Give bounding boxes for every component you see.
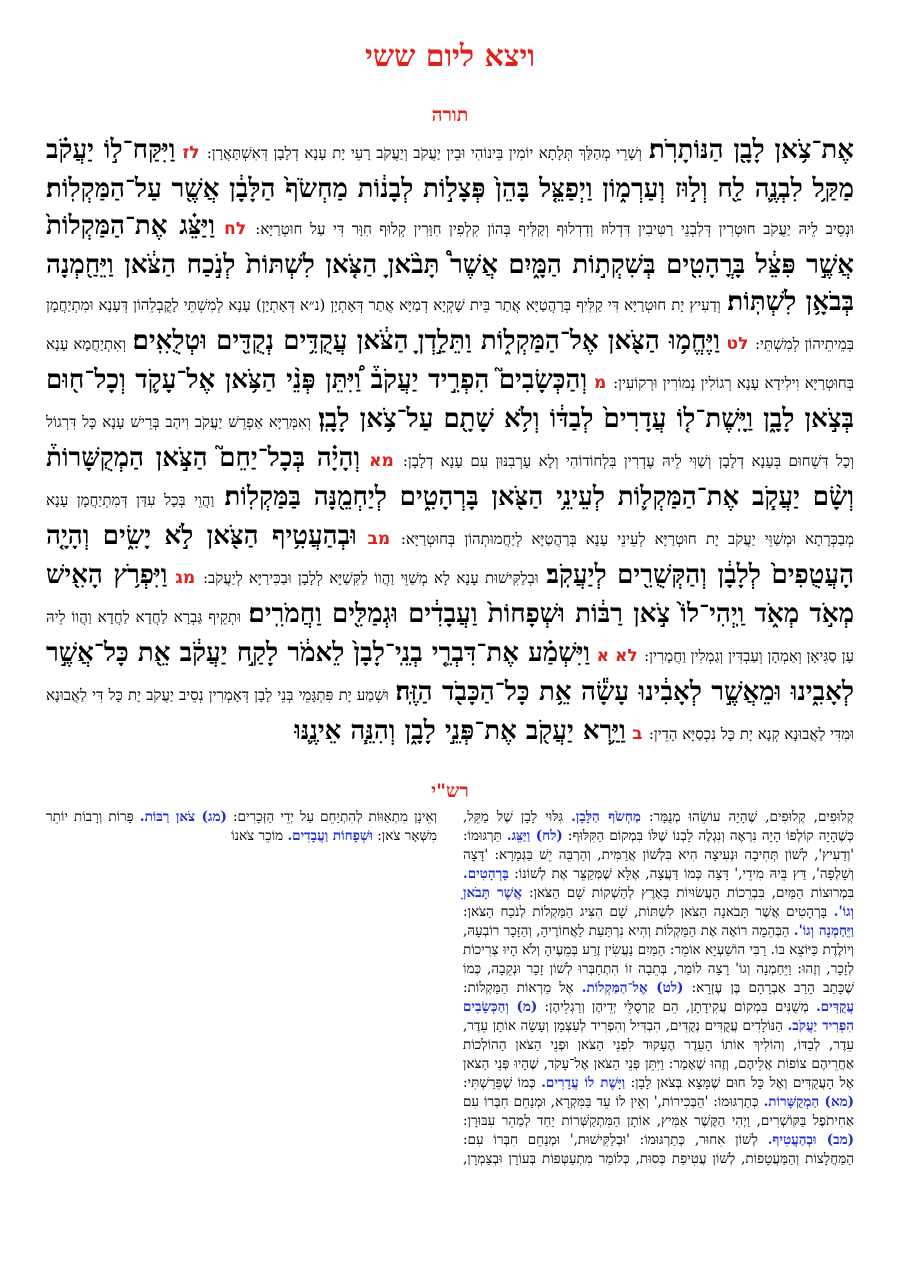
verse-number: ב (632, 724, 643, 744)
torah-verse: אֶת־צֹ֥אן לָבָ֖ן הַנּוֹתָרֹֽת׃ (649, 135, 854, 165)
rashi-dibur-hamatchil: (מ) וְהַכְּשָׂבִים הִפְרִיד יַעֲקֹב. (463, 999, 854, 1034)
torah-verse: וְהַכְּשָׂבִים֮ הִפְרִ֣יד יַעֲקֹב֒ וַ֠יִּתֵּן פְּנֵ֨י הַצֹּ֥אן אֶל־עָקֹ֛ד וְכָל־ח֖וּם בְּצֹ֣אן לָבָ֑ן וַיָּֽשֶׁת־ל֤וֹ עֲדָרִים֙ לְבַדּ֔וֹ וְלֹ֥א שָׁתָ֖ם עַל־צֹ֥אן לָבָֽן׃ (46, 365, 854, 434)
rashi-dibur-hamatchil: עֲקֻדִּים. (815, 999, 854, 1015)
verse-number: מא (369, 451, 394, 471)
rashi-dibur-hamatchil: וַיֵּחַמְנָה וְגוֹ'. (793, 923, 854, 939)
rashi-comment: פָּרוֹת וְרָבוֹת יוֹתֵר מִשְּׁאָר צֹאן: (46, 809, 437, 844)
rashi-comment: בִּמְרוּצוֹת הַמַּיִם, בִּבְרֵכוֹת הָעֲשׂוּיוֹת בָּאָרֶץ לְהַשְׁקוֹת שָׁם הַצֹּאן: (528, 885, 854, 901)
onkelos-translation: וַהֲוֵי בְּכָל עִדַּן דְּמִתְיַחֲמָן עָנָא מְבַכְּרָתָא וּמְשַׁוֵּי יַעֲקֹב יָת חוּטְרַיָּא לְעֵינֵי עָנָא בְּרַהֲטַיָּא לְיַחֲמוּתְהוֹן בְּחוּטְרַיָּא: (46, 491, 854, 548)
torah-verse: וַיִּקַּח־ל֣וֹ יַעֲקֹ֗ב מַקַּ֥ל לִבְנֶ֛ה לַ֖ח וְל֣וּז וְעַרְמ֑וֹן וַיְפַצֵּ֤ל בָּהֵן֙ פְּצָל֣וֹת לְבָנ֔וֹת מַחְשֹׂף֙ הַלָּבָ֔ן אֲשֶׁ֖ר עַל־הַמַּקְלֽוֹת׃ (46, 135, 854, 204)
onkelos-translation: וּתְקֵיף גַּבְרָא לַחֲדָא לַחֲדָא וַהֲווֹ לֵיהּ עָן סַגִּיאָן וְאַמְהָן וְעַבְדִּין וְגַמְלִין וַחֲמָרִין: (46, 608, 854, 665)
rashi-comment: מְשֻׁנִּים בִּמְקוֹם עֲקִידָתָן, הֵם קַרְסֻלֵּי יְדֵיהֶן וְרַגְלֵיהֶן: (544, 999, 809, 1015)
onkelos-translation: וּבְלַקִּישׁוּת עָנָא לָא מְשַׁוֵּי וַהֲווֹ לַקִּשַׁיָּא לְלָבָן וּבַכִּירַיָּא לְיַעֲקֹב: (202, 569, 539, 587)
verse-number: מ (593, 373, 607, 393)
torah-text (46, 132, 854, 764)
rashi-dibur-hamatchil: (מב) וּבְהַעֲטִיף. (767, 1132, 854, 1148)
rashi-comment: קְלוּפִים, קְלוּפִים, שֶׁהָיָה עוֹשֵׂהוּ מְנֻמָּר: (648, 809, 854, 825)
rashi-comment: כְּתַרְגּוּמוֹ: 'הַבְּכִירוֹת,' וְאֵין לוֹ עֵד בַּמִּקְרָא, וּמְנַחֵם חִבְּרוֹ עִם אַחִיתֹפֶל בַּקּוֹשְׁרִים, וַיְהִי הַקֶּשֶׁר אַמִּיץ, אוֹתָן הַמִּתְקַשְּׁרוֹת יַחַד לְמַהֵר עִבּוּרָן: (463, 1094, 854, 1129)
rashi-dibur-hamatchil: (לח) וַיַּצֵּג. (506, 828, 563, 844)
rashi-dibur-hamatchil: בָּרְהָטִים. (463, 866, 509, 882)
onkelos-translation: וְאִתְיַחֲמָא עָנָא בְּחוּטְרַיָּא וִילִידָא עָנָא רְגוֹלִין נְמוֹרִין וּרְקוֹעִין: (46, 335, 854, 392)
onkelos-translation: וְאִמְּרַיָּא אַפְרֵשׁ יַעֲקֹב וִיהַב בְּרֵישׁ עָנָא כָּל דִּרְגוֹל וְכָל דִּשְׁחוּם בְּעָנָא דְלָבָן וְשַׁוִּי לֵיהּ עֶדְרִין בִּלְחוֹדוֹהִי וְלָא עָרְבִנּוּן עִם עָנָא דְלָבָן: (46, 413, 854, 470)
verse-number: לא א (596, 646, 638, 666)
rashi-dibur-hamatchil: אֲשֶׁר תָּבֹאןָ וְגוֹ'. (463, 885, 854, 920)
rashi-comment: אֶל מַרְאוֹת הַמַּקְלוֹת: (463, 980, 574, 996)
onkelos-translation: וּנְסֵיב לֵיהּ יַעֲקֹב חוּטְרִין דְּלִבְנֵי רַטִּיבִין דִּדְלוּז וְדִדְלוּף וְקַלִּיף בְּהוֹן קִלְפִין חִוָּרִין קְלוּף חִוָּר דִּי עַל חוּטְרַיָּא: (255, 220, 854, 238)
torah-verse: וְהָיָ֗ה בְּכָל־יַחֵם֮ הַצֹּ֣אן הַמְקֻשָּׁרוֹת֒ וְשָׂ֨ם יַעֲקֹ֧ב אֶת־הַמַּקְל֛וֹת לְעֵינֵ֥י הַצֹּ֖אן בָּרְהָטִ֑ים לְיַחְמֵ֖נָּה בַּמַּקְלֽוֹת׃ (46, 443, 854, 512)
rashi-comment: הַבְּהֵמָה רוֹאָה אֶת הַמַּקְלוֹת וְהִיא נִרְתַּעַת לַאֲחוֹרֶיהָ, וְהַזָּכָר רוֹבְעָהּ, וְיוֹלֶדֶת כַּיּוֹצֵא בּוֹ. רַבִּי הוֹשַׁעְיָא אוֹמֵר: הַמַּיִם נַעֲשִׂין זֶרַע בְּמֵעֶיהָ וְלֹא הָיוּ צְרִיכוֹת לְזָכָר, וְזֶהוּ: וַיֵּחַמְנָה וְגוֹ' רָצָה לוֹמַר, בְּתֵבָה זוֹ הִתְחַבְּרוּ לְשׁוֹן זָכָר וּנְקֵבָה, כְּמוֹ שֶׁכָּתַב הָרַב אַבְרָהָם בֶּן עֶזְרָא: (463, 923, 854, 996)
rashi-comment: מוֹכֵר צֹאנוֹ (231, 828, 284, 844)
rashi-heading: רש"י (431, 780, 469, 802)
onkelos-translation: וּשְׁמַע יָת פִּתְגָּמֵי בְּנֵי לָבָן דְּאָמְרִין נְסֵיב יַעֲקֹב יָת כָּל דִּי לַאֲבוּנָא וּמִדִּי לַאֲבוּנָא קְנָא יָת כָּל נִכְסַיָּא הָדֵין: (46, 686, 854, 743)
rashi-comment: לְשׁוֹן אִחוּר, כְּתַרְגּוּמוֹ: 'וּבְלַקִּישׁוּת,' וּמְנַחֵם חִבְּרוֹ עִם: הַמַּחֲלָצוֹת וְהַמַּעֲטָפוֹת, לְשׁוֹן עֲטִיפַת כְּסוּת, כְּלוֹמַר מִתְעַטְּפוֹת בְּעוֹרָן וּבְצַמְרָן, וְאֵינָן מִתְאַוּוֹת לְהִתְיַחֵם עַל יְדֵי הַזְּכָרִים: (232, 809, 854, 1167)
rashi-comment: בָּרְהָטִים אֲשֶׁר תָּבֹאנָה הַצֹּאן לִשְׁתּוֹת, שָׁם הִצִּיג הַמַּקְלוֹת לְנֹכַח הַצֹּאן: (463, 904, 828, 920)
page-title: ויצא ליום ששי (364, 39, 536, 74)
verse-number: מג (175, 568, 196, 588)
rashi-comment: כְּמוֹ שֶׁפֵּרַשְׁתִּי: (463, 1075, 536, 1091)
torah-verse: וַיַּצֵּ֗ג אֶת־הַמַּקְלוֹת֙ אֲשֶׁ֣ר פִּצֵּ֔ל בָּרֳהָטִ֖ים בְּשִׁקְת֣וֹת הַמָּ֑יִם אֲשֶׁר֩ תָּבֹ֨אןָ הַצֹּ֤אן לִשְׁתּוֹת֙ לְנֹ֣כַח הַצֹּ֔אן וַיֵּחַ֖מְנָה בְּבֹאָ֥ן לִשְׁתּֽוֹת׃ (46, 211, 854, 317)
rashi-dibur-hamatchil: וּשְׁפָחוֹת וַעֲבָדִים. (287, 828, 373, 844)
rashi-comment: הַנּוֹלָדִים עֲקֻדִּים נְקֻדִּים, הִבְדִּיל וְהִפְרִיד לְעַצְמָן וְעָשָׂה אוֹתָן עֵדֶר, עֵדֶר, לְבַדּוֹ, וְהוֹלִיךְ אוֹתוֹ הָעֵדֶר הֶעָקוּד לִפְנֵי הַצֹּאן וּפְנֵי הַצֹּאן הַהוֹלְכוֹת אַחֲרֵיהֶם צוֹפוֹת אֲלֵיהֶם, וְזֶהוּ שֶׁאָמַר: וַיִּתֵּן פְּנֵי הַצֹּאן אֶל־עָקֹד, שֶׁהָיוּ פְּנֵי הַצֹּאן אֶל הָעֲקֻדִּים וְאֶל כָּל חוּם שֶׁמָּצָא בְּצֹאן לָבָן: (463, 1018, 854, 1091)
rashi-comment: תַּרְגּוּמוֹ: 'וְדַעִיץ', לְשׁוֹן תְּחִיבָה וּנְעִיצָה הִיא בִּלְשׁוֹן אֲרַמִּית, וְהַרְבֵּה יֵשׁ בַּגְּמָרָא: 'דָּצָה וְשָׁלְפָה', דַּץ בֵּיהּ מִידֵי,' דָּצָה כְּמוֹ דַּעֲצָה, אֶלָּא שֶׁמְּקַצֵּר אֶת לְשׁוֹנוֹ: (463, 828, 854, 882)
onkelos-translation: וְשָׁרֵי מְהַלַּךְ תְּלָתָא יוֹמִין בֵּינוֹהִי וּבֵין יַעֲקֹב וְיַעֲקֹב רָעֵי יָת עָנָא דְלָבָן דְּאִשְׁתָּאֲרָן: (206, 144, 642, 162)
torah-verse: וַיֶּחֱמ֥וּ הַצֹּ֖אן אֶל־הַמַּקְל֑וֹת וַתֵּלַ֣דְןָ הַצֹּ֔אן עֲקֻדִּ֥ים נְקֻדִּ֖ים וּטְלֻאִֽים׃ (132, 326, 720, 356)
torah-verse: וַיִּפְרֹ֥ץ הָאִ֖ישׁ מְאֹ֣ד מְאֹ֑ד וַֽיְהִי־לוֹ֙ צֹ֣אן רַבּ֔וֹת וּשְׁפָחוֹת֙ וַעֲבָדִ֔ים וּגְמַלִּ֖ים וַחֲמֹרִֽים׃ (46, 560, 854, 629)
rashi-comment: גִּלּוּי לָבָן שֶׁל מַקֵּל, כְּשֶׁהָיָה קוֹלְפוֹ הָיָה נִרְאֶה וְנִגְלֶה לָבְנוֹ שֶׁלּוֹ בִּמְקוֹם הַקִּלּוּף: (463, 809, 854, 844)
torah-verse: וַיַּ֥רְא יַעֲקֹ֖ב אֶת־פְּנֵ֣י לָבָ֑ן וְהִנֵּ֧ה אֵינֶ֛נּוּ (294, 716, 626, 746)
torah-heading: תורה (431, 104, 469, 126)
rashi-dibur-hamatchil: (מא) הַמְקֻשָּׁרוֹת. (763, 1094, 854, 1110)
onkelos-translation: וְדַעִיץ יָת חוּטְרַיָּא דִּי קַלִּיף בְּרַהֲטַיָּא אֲתַר בֵּית שָׁקְיָא דְמַיָּא אֲתַר דְּאָתְיָן (נ״א דְּאָתְיָן) עָנָא לְמִשְׁתֵּי לָקֳבְלֵהוֹן דְּעָנָא וּמִתְיַחֲמָן בְּמֵיתֵיהוֹן לְמִשְׁתֵּי: (46, 296, 854, 353)
torah-verse: וּבְהַעֲטִ֥יף הַצֹּ֖אן לֹ֣א יָשִׂ֑ים וְהָיָ֤ה הָעֲטֻפִים֙ לְלָבָ֔ן וְהַקְּשֻׁרִ֖ים לְיַעֲקֹֽב׃ (46, 521, 854, 590)
verse-number: מב (367, 529, 391, 549)
rashi-dibur-hamatchil: מַחְשֹׂף הַלָּבָן. (571, 809, 641, 825)
verse-number: לט (726, 334, 749, 354)
rashi-dibur-hamatchil: (לט) אֶל־הַמַּקְלוֹת. (581, 980, 684, 996)
rashi-commentary (46, 808, 854, 1186)
verse-number: לז (182, 143, 200, 163)
torah-verse: וַיִּשְׁמַ֗ע אֶת־דִּבְרֵ֤י בְנֵֽי־לָבָן֙ לֵאמֹ֔ר לָקַ֣ח יַעֲקֹ֔ב אֵ֖ת כָּל־אֲשֶׁ֣ר לְאָבִ֑ינוּ וּמֵאֲשֶׁ֣ר לְאָבִ֔ינוּ עָשָׂ֕ה אֵ֥ת כָּל־הַכָּבֹ֖ד הַזֶּֽה׃ (46, 638, 854, 707)
verse-number: לח (224, 219, 247, 239)
rashi-dibur-hamatchil: וַיָּשֶׁת לוֹ עֲדָרִים. (541, 1075, 626, 1091)
rashi-dibur-hamatchil: (מג) צֹאן רַבּוֹת. (139, 809, 227, 825)
